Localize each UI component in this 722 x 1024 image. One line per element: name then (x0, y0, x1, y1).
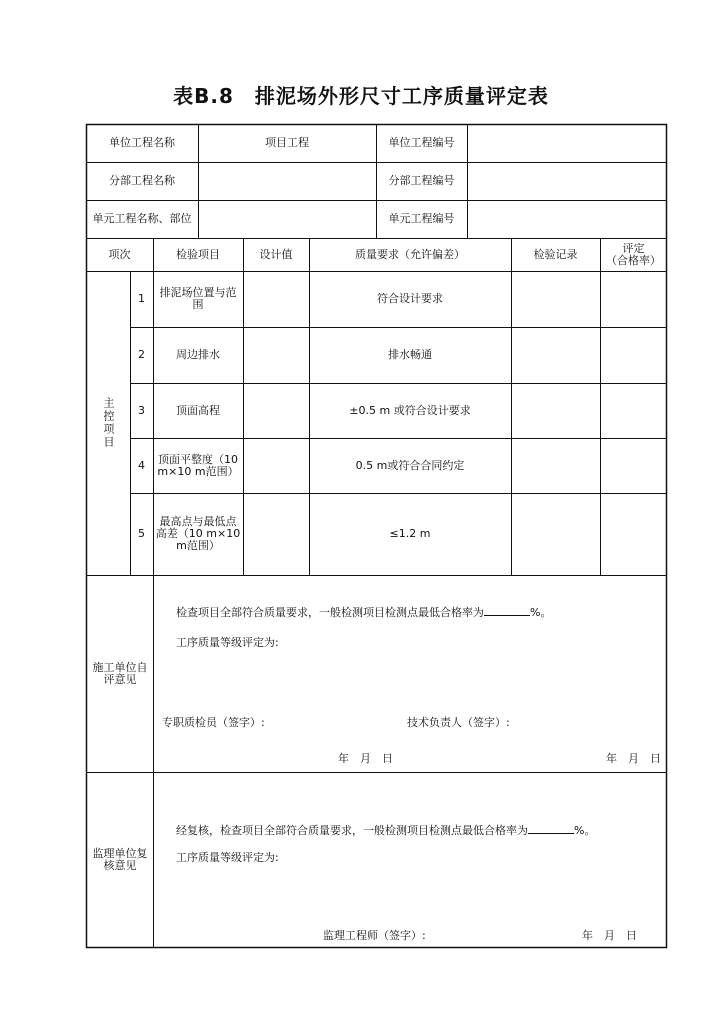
row-number: 2 (138, 348, 145, 361)
row-item: 周边排水 (176, 348, 220, 361)
unit-project-code-value[interactable] (467, 124, 667, 162)
contractor-section-label: 施工单位自评意见 (92, 660, 148, 686)
contractor-pass-rate-suffix: %。 (530, 606, 552, 619)
element-project-code-label: 单元工程编号 (388, 212, 455, 225)
row-item: 顶面平整度（10 m×10 m范围） (157, 452, 239, 478)
contractor-pass-rate-prefix: 检查项目全部符合质量要求，一般检测项目检测点最低合格率为 (176, 606, 484, 619)
supervisor-pass-rate-line (176, 822, 595, 838)
row-design-value[interactable] (243, 438, 309, 493)
row-record[interactable] (511, 271, 600, 327)
row-item: 排泥场位置与范围 (159, 286, 237, 311)
element-project-name-value[interactable] (198, 200, 376, 238)
contractor-tech-lead-signature: 技术负责人（签字）: (407, 716, 510, 729)
row-item: 顶面高程 (176, 403, 220, 417)
row-rating[interactable] (600, 327, 667, 383)
row-requirement: 符合设计要求 (377, 292, 443, 305)
element-project-code-value[interactable] (467, 200, 667, 238)
supervisor-pass-rate-suffix: %。 (574, 824, 596, 837)
row-number: 5 (138, 527, 145, 540)
contractor-pass-rate-blank[interactable] (484, 604, 530, 616)
sub-project-code-value[interactable] (467, 162, 667, 200)
row-record[interactable] (511, 438, 600, 493)
contractor-inspector-signature: 专职质检员（签字）: (162, 716, 265, 729)
contractor-grade-line: 工序质量等级评定为: (176, 636, 279, 649)
row-record[interactable] (511, 493, 600, 575)
row-record[interactable] (511, 383, 600, 438)
sub-project-code-label: 分部工程编号 (388, 174, 455, 187)
row-requirement: ±0.5 m 或符合设计要求 (349, 403, 471, 417)
row-record[interactable] (511, 327, 600, 383)
element-project-name-label: 单元工程名称、部位 (92, 212, 192, 225)
row-rating[interactable] (600, 383, 667, 438)
supervisor-engineer-signature: 监理工程师（签字）: (323, 929, 426, 942)
col-header-item: 检验项目 (176, 247, 220, 261)
col-header-design-value: 设计值 (259, 247, 293, 261)
supervisor-pass-rate-blank[interactable] (528, 822, 574, 834)
col-header-rating (600, 238, 667, 271)
row-rating[interactable] (600, 271, 667, 327)
contractor-date-2: 年 月 日 (606, 752, 661, 765)
supervisor-pass-rate-prefix: 经复核，检查项目全部符合质量要求，一般检测项目检测点最低合格率为 (176, 824, 528, 837)
col-header-category: 项次 (108, 247, 131, 261)
col-header-rating-line1: 评定 (622, 241, 645, 255)
row-number: 4 (138, 458, 145, 472)
row-number: 3 (138, 403, 145, 417)
row-rating[interactable] (600, 438, 667, 493)
col-header-rating-line2: （合格率） (606, 253, 661, 267)
sub-project-name-value[interactable] (198, 162, 376, 200)
supervisor-grade-line: 工序质量等级评定为: (176, 851, 279, 864)
row-design-value[interactable] (243, 383, 309, 438)
row-design-value[interactable] (243, 493, 309, 575)
row-number: 1 (138, 292, 145, 305)
col-header-requirement: 质量要求（允许偏差） (355, 247, 465, 261)
row-rating[interactable] (600, 493, 667, 575)
row-design-value[interactable] (243, 271, 309, 327)
col-header-record: 检验记录 (533, 247, 578, 261)
supervisor-section-label: 监理单位复核意见 (92, 847, 148, 872)
page-title: 表B.8 排泥场外形尺寸工序质量评定表 (173, 84, 549, 108)
row-requirement: 排水畅通 (388, 348, 432, 361)
supervisor-date: 年 月 日 (582, 929, 637, 942)
row-item: 最高点与最低点高差（10 m×10 m范围） (155, 515, 241, 552)
unit-project-name-value[interactable]: 项目工程 (265, 136, 309, 149)
row-design-value[interactable] (243, 327, 309, 383)
main-items-label-text: 主控项目 (102, 397, 115, 449)
unit-project-name-label: 单位工程名称 (109, 136, 175, 149)
unit-project-code-label: 单位工程编号 (388, 136, 455, 149)
row-requirement: ≤1.2 m (389, 527, 431, 540)
contractor-pass-rate-line (176, 604, 551, 620)
main-items-label (86, 271, 130, 575)
sub-project-name-label: 分部工程名称 (109, 174, 175, 187)
row-requirement: 0.5 m或符合合同约定 (355, 458, 465, 472)
contractor-date-1: 年 月 日 (338, 752, 393, 765)
